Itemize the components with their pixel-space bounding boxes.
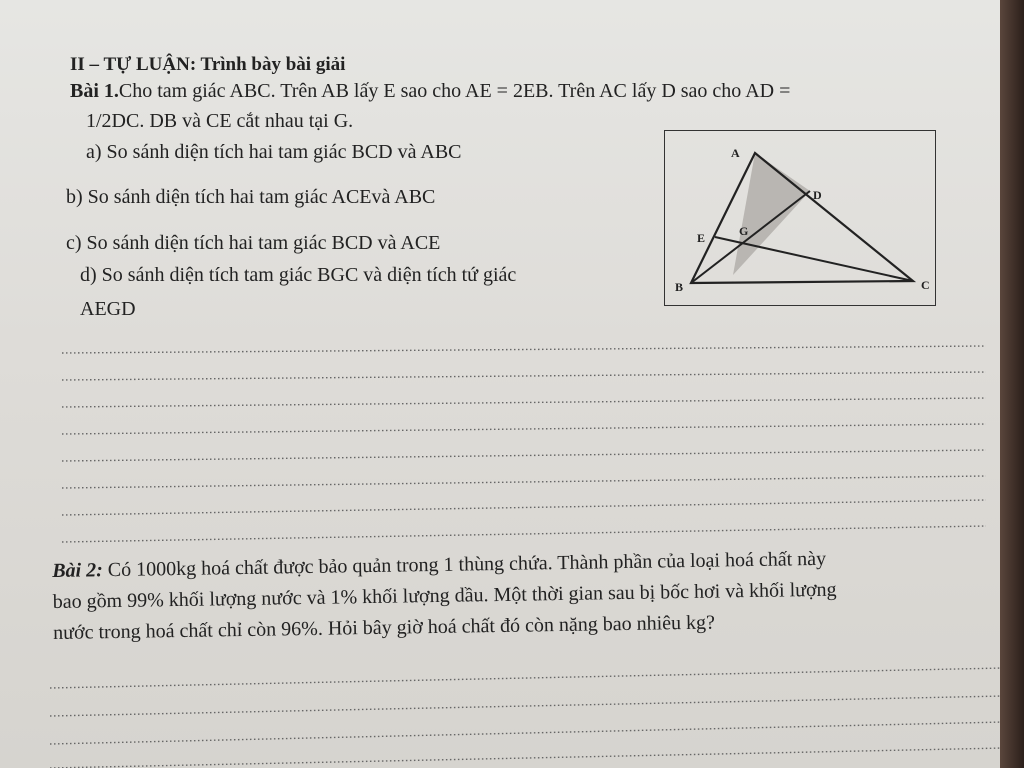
answer-line-12 <box>50 748 1000 768</box>
section-title: II – TỰ LUẬN: Trình bày bài giải <box>70 54 346 75</box>
answer-line-11 <box>50 722 1000 744</box>
question-d: d) So sánh diện tích tam giác BGC và diện tích tứ giác <box>80 264 517 286</box>
answer-line-3 <box>62 398 986 407</box>
answer-line-10 <box>50 696 1000 716</box>
label-c: C <box>921 278 930 292</box>
bai2-text-line1: Có 1000kg hoá chất được bảo quản trong 1 thùng chứa. Thành phần của loại hoá chất này <box>102 547 827 582</box>
answer-line-2 <box>62 372 986 380</box>
question-d-continued: AEGD <box>80 298 136 320</box>
question-b: b) So sánh diện tích hai tam giác ACEvà ABC <box>66 186 436 208</box>
answer-line-1 <box>62 346 986 353</box>
question-c: c) So sánh diện tích hai tam giác BCD và ACE <box>66 232 441 254</box>
bai2-line3: nước trong hoá chất chỉ còn 96%. Hỏi bây giờ hoá chất đó còn nặng bao nhiêu kg? <box>53 611 716 644</box>
label-e: E <box>697 231 706 245</box>
question-a: a) So sánh diện tích hai tam giác BCD và ABC <box>86 141 462 163</box>
bai2-label: Bài 2: <box>52 559 103 582</box>
answer-line-7 <box>62 500 986 515</box>
bai1-text-line1: Cho tam giác ABC. Trên AB lấy E sao cho AE = 2EB. Trên AC lấy D sao cho AD = <box>118 80 791 102</box>
answer-line-9 <box>50 668 1000 688</box>
bai1-line2: 1/2DC. DB và CE cắt nhau tại G. <box>86 110 354 132</box>
label-a: A <box>731 146 740 160</box>
label-g: G <box>739 224 749 238</box>
answer-line-5 <box>62 450 986 461</box>
bai2-line2: bao gồm 99% khối lượng nước và 1% khối lượng dầu. Một thời gian sau bị bốc hơi và khối lượng <box>52 578 837 613</box>
answer-line-8 <box>62 526 986 542</box>
answer-line-4 <box>62 424 986 434</box>
bai2-block <box>52 541 1013 649</box>
paper-edge-shadow <box>1000 0 1024 768</box>
label-b: B <box>675 280 684 294</box>
label-d: D <box>813 188 822 202</box>
bai1-label: Bài 1. <box>70 80 119 102</box>
answer-line-6 <box>62 476 986 488</box>
